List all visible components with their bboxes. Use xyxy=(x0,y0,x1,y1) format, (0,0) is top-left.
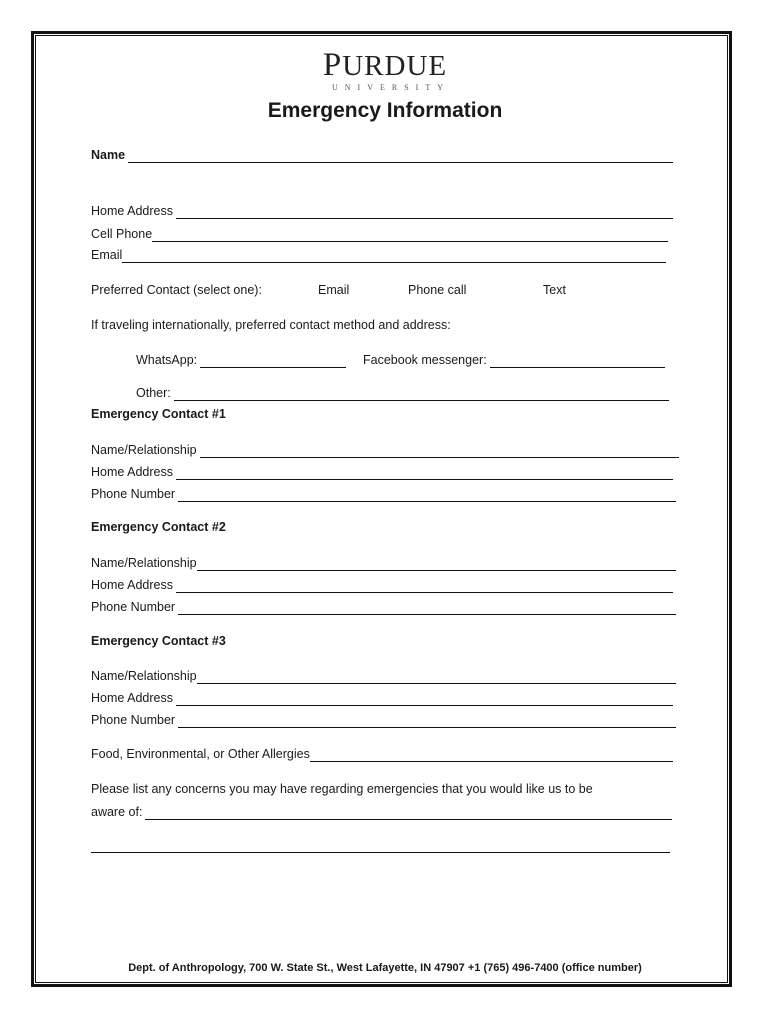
ec3-address-label: Home Address xyxy=(91,691,173,705)
concerns-row xyxy=(91,804,672,820)
ec2-address-field[interactable] xyxy=(176,580,673,593)
ec3-name-row xyxy=(91,668,676,684)
emergency-contact-2-heading: Emergency Contact #2 xyxy=(91,520,226,534)
ec1-name-label: Name/Relationship xyxy=(91,443,197,457)
ec3-name-label: Name/Relationship xyxy=(91,669,197,683)
ec3-address-row xyxy=(91,690,673,706)
preferred-contact-phone[interactable]: Phone call xyxy=(408,283,467,297)
ec1-phone-row xyxy=(91,486,676,502)
email-field[interactable] xyxy=(122,250,666,263)
emergency-contact-3-heading: Emergency Contact #3 xyxy=(91,634,226,648)
name-row xyxy=(91,147,673,163)
cell-phone-label: Cell Phone xyxy=(91,227,153,241)
ec1-phone-field[interactable] xyxy=(178,489,676,502)
whatsapp-row xyxy=(136,352,346,368)
cell-phone-row xyxy=(91,226,668,242)
concerns-label: aware of: xyxy=(91,805,143,819)
ec2-address-row xyxy=(91,577,673,593)
concerns-field[interactable] xyxy=(145,807,672,820)
concerns-extra-row xyxy=(91,837,670,853)
ec3-phone-row xyxy=(91,712,676,728)
ec2-phone-row xyxy=(91,599,676,615)
ec2-name-label: Name/Relationship xyxy=(91,556,197,570)
allergies-row xyxy=(91,746,673,762)
ec2-phone-label: Phone Number xyxy=(91,600,176,614)
whatsapp-label: WhatsApp: xyxy=(136,353,198,367)
preferred-contact-label: Preferred Contact (select one): xyxy=(91,283,262,297)
ec1-name-field[interactable] xyxy=(200,445,679,458)
ec3-phone-field[interactable] xyxy=(178,715,676,728)
concerns-prompt: Please list any concerns you may have regarding emergencies that you would like us to be xyxy=(91,782,593,796)
other-row xyxy=(136,385,669,401)
concerns-extra-field[interactable] xyxy=(91,840,670,853)
email-row xyxy=(91,247,666,263)
ec1-name-row xyxy=(91,442,679,458)
preferred-contact-text[interactable]: Text xyxy=(543,283,566,297)
name-field[interactable] xyxy=(128,150,673,163)
allergies-label: Food, Environmental, or Other Allergies xyxy=(91,747,310,761)
home-address-row xyxy=(91,203,673,219)
ec1-address-row xyxy=(91,464,673,480)
logo-name-rest: URDUE xyxy=(342,50,448,82)
facebook-field[interactable] xyxy=(490,355,665,368)
page-title: Emergency Information xyxy=(267,99,503,122)
ec2-address-label: Home Address xyxy=(91,578,173,592)
facebook-row xyxy=(363,352,665,368)
logo-subtitle: UNIVERSITY xyxy=(332,83,450,92)
cell-phone-field[interactable] xyxy=(152,229,668,242)
ec1-address-field[interactable] xyxy=(176,467,673,480)
whatsapp-field[interactable] xyxy=(200,355,346,368)
ec2-phone-field[interactable] xyxy=(178,602,676,615)
preferred-contact-email[interactable]: Email xyxy=(318,283,350,297)
facebook-label: Facebook messenger: xyxy=(363,353,487,367)
ec2-name-field[interactable] xyxy=(197,558,676,571)
email-label: Email xyxy=(91,248,123,262)
other-field[interactable] xyxy=(174,388,669,401)
ec1-phone-label: Phone Number xyxy=(91,487,176,501)
purdue-logo xyxy=(0,49,770,82)
ec1-address-label: Home Address xyxy=(91,465,173,479)
footer-address: Dept. of Anthropology, 700 W. State St., West Lafayette, IN 47907 +1 (765) 496-7400 (office number) xyxy=(128,962,642,974)
home-address-field[interactable] xyxy=(176,206,673,219)
international-prompt: If traveling internationally, preferred contact method and address: xyxy=(91,318,451,332)
ec2-name-row xyxy=(91,555,676,571)
other-label: Other: xyxy=(136,386,171,400)
name-label: Name xyxy=(91,148,126,162)
ec3-name-field[interactable] xyxy=(197,671,676,684)
ec3-phone-label: Phone Number xyxy=(91,713,176,727)
ec3-address-field[interactable] xyxy=(176,693,673,706)
home-address-label: Home Address xyxy=(91,204,173,218)
allergies-field[interactable] xyxy=(310,749,673,762)
logo-initial: P xyxy=(322,47,343,83)
emergency-contact-1-heading: Emergency Contact #1 xyxy=(91,407,226,421)
